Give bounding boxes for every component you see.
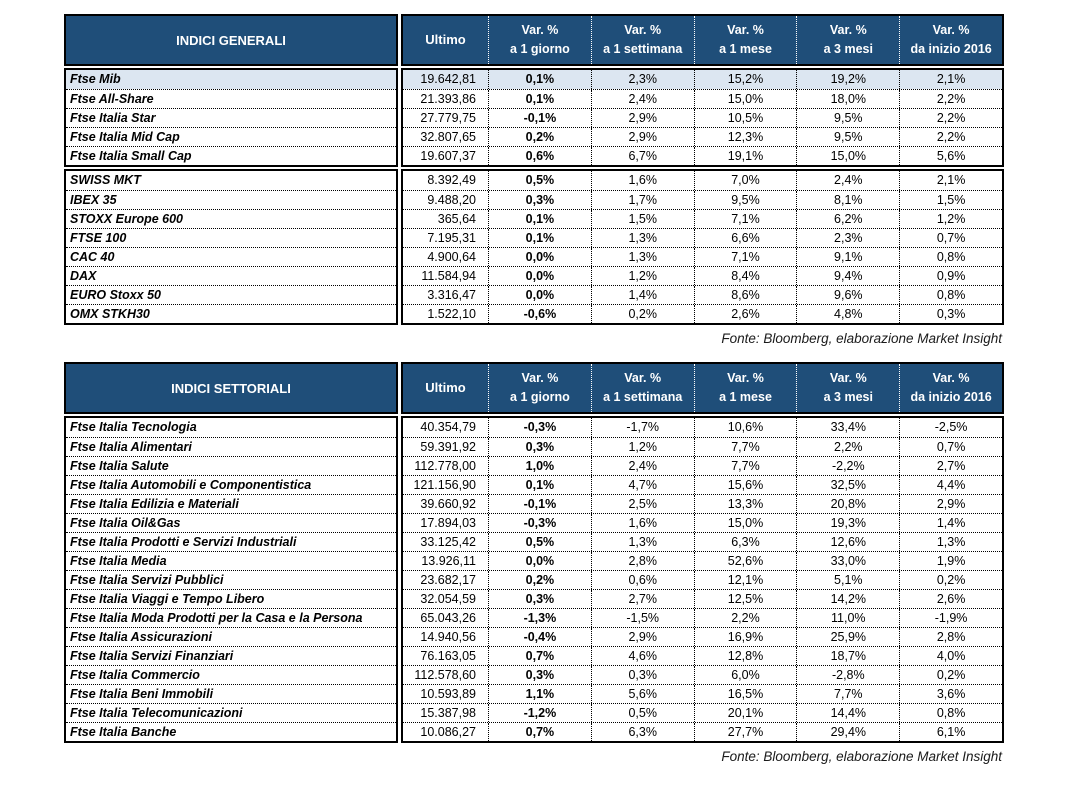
row-label: Ftse Italia Oil&Gas	[66, 513, 396, 532]
table-row	[403, 304, 1002, 323]
table-row	[403, 108, 1002, 127]
column-header-label: Var. %	[521, 370, 559, 385]
var-percent-cell: 1,3%	[591, 248, 694, 266]
column-header-sublabel: da inizio 2016	[910, 390, 992, 404]
table-row	[403, 646, 1002, 665]
var-percent-cell: 52,6%	[694, 552, 797, 570]
ultimo-value-cell: 40.354,79	[420, 420, 476, 434]
var-percent-cell: 0,0%	[488, 248, 591, 266]
indici-settoriali-table	[64, 362, 1004, 764]
ultimo-value-cell: 19.607,37	[420, 149, 476, 163]
var-percent-cell: 6,1%	[899, 723, 1002, 741]
var-percent-cell: 4,8%	[796, 305, 899, 323]
var-percent-cell: 20,8%	[796, 495, 899, 513]
var-percent-cell: 15,0%	[796, 147, 899, 165]
var-percent-cell: 0,7%	[899, 229, 1002, 247]
var-percent-cell: 15,0%	[694, 514, 797, 532]
column-header-sublabel: a 1 mese	[719, 42, 772, 56]
var-percent-cell: 9,5%	[694, 191, 797, 209]
ultimo-value-cell: 112.778,00	[414, 459, 476, 473]
var-percent-cell: 6,2%	[796, 210, 899, 228]
column-header-sublabel: a 1 giorno	[510, 42, 570, 56]
var-percent-cell: 13,3%	[694, 495, 797, 513]
var-percent-cell: 0,1%	[488, 210, 591, 228]
column-header-var-1-giorno	[488, 16, 591, 64]
table-row	[403, 627, 1002, 646]
var-percent-cell: -0,3%	[488, 418, 591, 437]
row-label: Ftse Italia Servizi Finanziari	[66, 646, 396, 665]
table-row	[403, 209, 1002, 228]
var-percent-cell: 2,2%	[796, 438, 899, 456]
var-percent-cell: 3,6%	[899, 685, 1002, 703]
column-header-sublabel: a 1 mese	[719, 390, 772, 404]
column-header-var-1-settimana	[591, 16, 694, 64]
var-percent-cell: 1,1%	[488, 685, 591, 703]
row-label: Ftse Italia Media	[66, 551, 396, 570]
var-percent-cell: -0,6%	[488, 305, 591, 323]
row-label: FTSE 100	[66, 228, 396, 247]
row-label: Ftse Italia Assicurazioni	[66, 627, 396, 646]
var-percent-cell: 0,7%	[899, 438, 1002, 456]
table-row	[403, 570, 1002, 589]
var-percent-cell: 2,9%	[591, 128, 694, 146]
var-percent-cell: 0,6%	[488, 147, 591, 165]
var-percent-cell: 19,1%	[694, 147, 797, 165]
ultimo-value-cell: 10.086,27	[420, 725, 476, 739]
var-percent-cell: -0,1%	[488, 495, 591, 513]
var-percent-cell: 5,6%	[899, 147, 1002, 165]
column-header-ultimo	[403, 364, 488, 412]
ultimo-value-cell: 11.584,94	[421, 269, 476, 283]
row-label: Ftse Italia Telecomunicazioni	[66, 703, 396, 722]
row-label: Ftse Italia Automobili e Componentistica	[66, 475, 396, 494]
var-percent-cell: 1,2%	[899, 210, 1002, 228]
column-header-sublabel: a 1 settimana	[603, 42, 683, 56]
var-percent-cell: 8,4%	[694, 267, 797, 285]
row-label: Ftse Italia Commercio	[66, 665, 396, 684]
column-header-label: Var. %	[521, 22, 559, 37]
var-percent-cell: 32,5%	[796, 476, 899, 494]
ultimo-value-cell: 14.940,56	[420, 630, 476, 644]
column-header-sublabel: da inizio 2016	[910, 42, 992, 56]
column-header-var-3-mesi	[796, 364, 899, 412]
row-label: Ftse Italia Mid Cap	[66, 127, 396, 146]
ultimo-value-cell: 21.393,86	[420, 92, 476, 106]
row-label: Ftse Mib	[66, 70, 396, 89]
var-percent-cell: 2,1%	[899, 171, 1002, 190]
var-percent-cell: 2,5%	[591, 495, 694, 513]
var-percent-cell: 5,1%	[796, 571, 899, 589]
table-row	[403, 532, 1002, 551]
ultimo-value-cell: 8.392,49	[427, 173, 476, 187]
var-percent-cell: 10,6%	[694, 418, 797, 437]
var-percent-cell: 2,8%	[899, 628, 1002, 646]
ultimo-value-cell: 59.391,92	[420, 440, 476, 454]
var-percent-cell: 14,2%	[796, 590, 899, 608]
var-percent-cell: 2,3%	[591, 70, 694, 89]
var-percent-cell: 2,4%	[591, 457, 694, 475]
var-percent-cell: 20,1%	[694, 704, 797, 722]
row-label-column	[64, 68, 398, 167]
row-label-column	[64, 169, 398, 325]
var-percent-cell: 1,3%	[899, 533, 1002, 551]
var-percent-cell: 33,0%	[796, 552, 899, 570]
var-percent-cell: 2,1%	[899, 70, 1002, 89]
table-row	[403, 551, 1002, 570]
var-percent-cell: 0,8%	[899, 704, 1002, 722]
var-percent-cell: 12,1%	[694, 571, 797, 589]
table-row	[403, 418, 1002, 437]
table-row	[403, 589, 1002, 608]
var-percent-cell: 1,2%	[591, 438, 694, 456]
var-percent-cell: 0,2%	[488, 128, 591, 146]
var-percent-cell: 0,5%	[591, 704, 694, 722]
column-header-label: Var. %	[727, 370, 764, 385]
var-percent-cell: 0,3%	[488, 666, 591, 684]
var-percent-cell: 0,0%	[488, 552, 591, 570]
column-header-var-3-mesi	[796, 16, 899, 64]
table-row	[403, 285, 1002, 304]
var-percent-cell: 0,0%	[488, 267, 591, 285]
table-row	[403, 266, 1002, 285]
var-percent-cell: 33,4%	[796, 418, 899, 437]
column-header-var-da-inizio-2016	[899, 16, 1002, 64]
table-row	[403, 513, 1002, 532]
var-percent-cell: 1,2%	[591, 267, 694, 285]
row-label-column	[64, 416, 398, 743]
var-percent-cell: 15,2%	[694, 70, 797, 89]
column-header-var-1-giorno	[488, 364, 591, 412]
column-header-label: Ultimo	[425, 379, 466, 395]
row-label: Ftse Italia Prodotti e Servizi Industriali	[66, 532, 396, 551]
ultimo-value-cell: 32.054,59	[420, 592, 476, 606]
row-label: Ftse Italia Moda Prodotti per la Casa e la Persona	[66, 608, 396, 627]
var-percent-cell: 9,5%	[796, 109, 899, 127]
var-percent-cell: 1,5%	[899, 191, 1002, 209]
row-label: Ftse Italia Servizi Pubblici	[66, 570, 396, 589]
row-label: SWISS MKT	[66, 171, 396, 190]
table-row	[403, 146, 1002, 165]
var-percent-cell: 2,2%	[694, 609, 797, 627]
var-percent-cell: 0,3%	[488, 438, 591, 456]
var-percent-cell: 0,8%	[899, 286, 1002, 304]
var-percent-cell: 16,9%	[694, 628, 797, 646]
var-percent-cell: 2,6%	[899, 590, 1002, 608]
ultimo-value-cell: 17.894,03	[420, 516, 476, 530]
table-row	[403, 70, 1002, 89]
var-percent-cell: -1,2%	[488, 704, 591, 722]
column-header-ultimo	[403, 16, 488, 64]
column-header-label: Var. %	[932, 22, 970, 37]
table-row	[403, 190, 1002, 209]
ultimo-value-cell: 13.926,11	[421, 554, 476, 568]
table-row	[403, 665, 1002, 684]
var-percent-cell: 6,7%	[591, 147, 694, 165]
row-label: Ftse Italia Viaggi e Tempo Libero	[66, 589, 396, 608]
italian-indices-section	[64, 68, 1004, 167]
ultimo-value-cell: 365,64	[437, 212, 476, 226]
column-header-label: Var. %	[624, 370, 662, 385]
var-percent-cell: 2,2%	[899, 109, 1002, 127]
var-percent-cell: 2,4%	[591, 90, 694, 108]
var-percent-cell: 0,2%	[899, 571, 1002, 589]
column-header-sublabel: a 3 mesi	[823, 42, 873, 56]
var-percent-cell: 1,4%	[591, 286, 694, 304]
table-title: INDICI SETTORIALI	[171, 380, 291, 396]
indici-generali-table	[64, 14, 1004, 346]
var-percent-cell: 7,0%	[694, 171, 797, 190]
source-note: Fonte: Bloomberg, elaborazione Market Insight	[721, 749, 1002, 764]
var-percent-cell: 0,5%	[488, 171, 591, 190]
var-percent-cell: 2,9%	[899, 495, 1002, 513]
var-percent-cell: -0,3%	[488, 514, 591, 532]
var-percent-cell: 8,1%	[796, 191, 899, 209]
var-percent-cell: 1,6%	[591, 171, 694, 190]
row-label: IBEX 35	[66, 190, 396, 209]
var-percent-cell: 9,6%	[796, 286, 899, 304]
column-header-sublabel: a 3 mesi	[823, 390, 873, 404]
table-title: INDICI GENERALI	[176, 32, 286, 48]
table-row	[403, 722, 1002, 741]
var-percent-cell: 16,5%	[694, 685, 797, 703]
var-percent-cell: 0,1%	[488, 90, 591, 108]
column-header-sublabel: a 1 settimana	[603, 390, 683, 404]
var-percent-cell: -1,5%	[591, 609, 694, 627]
ultimo-value-cell: 3.316,47	[427, 288, 476, 302]
var-percent-cell: 7,7%	[694, 438, 797, 456]
var-percent-cell: 14,4%	[796, 704, 899, 722]
column-header-var-1-settimana	[591, 364, 694, 412]
var-percent-cell: -0,1%	[488, 109, 591, 127]
var-percent-cell: 12,6%	[796, 533, 899, 551]
var-percent-cell: 6,3%	[694, 533, 797, 551]
var-percent-cell: -2,5%	[899, 418, 1002, 437]
column-header-var-da-inizio-2016	[899, 364, 1002, 412]
row-label: STOXX Europe 600	[66, 209, 396, 228]
column-header-label: Var. %	[932, 370, 970, 385]
ultimo-value-cell: 7.195,31	[427, 231, 476, 245]
indici-generali-title-cell	[64, 14, 398, 66]
table-row	[403, 456, 1002, 475]
ultimo-value-cell: 112.578,60	[414, 668, 476, 682]
row-label: DAX	[66, 266, 396, 285]
ultimo-value-cell: 15.387,98	[420, 706, 476, 720]
var-percent-cell: 25,9%	[796, 628, 899, 646]
table-row	[403, 475, 1002, 494]
indici-settoriali-title-cell	[64, 362, 398, 414]
column-header-sublabel: a 1 giorno	[510, 390, 570, 404]
var-percent-cell: 1,4%	[899, 514, 1002, 532]
value-grid	[401, 416, 1004, 743]
table-row	[403, 608, 1002, 627]
table-row	[403, 171, 1002, 190]
var-percent-cell: 1,0%	[488, 457, 591, 475]
var-percent-cell: 4,4%	[899, 476, 1002, 494]
value-grid	[401, 68, 1004, 167]
var-percent-cell: 0,7%	[488, 647, 591, 665]
table-row	[403, 437, 1002, 456]
var-percent-cell: 1,5%	[591, 210, 694, 228]
var-percent-cell: -2,2%	[796, 457, 899, 475]
indici-settoriali-column-headers	[401, 362, 1004, 414]
var-percent-cell: 1,6%	[591, 514, 694, 532]
var-percent-cell: 2,7%	[591, 590, 694, 608]
var-percent-cell: 0,0%	[488, 286, 591, 304]
var-percent-cell: 10,5%	[694, 109, 797, 127]
var-percent-cell: 0,1%	[488, 229, 591, 247]
var-percent-cell: 18,0%	[796, 90, 899, 108]
column-header-label: Ultimo	[425, 31, 466, 47]
var-percent-cell: 1,3%	[591, 229, 694, 247]
var-percent-cell: 7,1%	[694, 248, 797, 266]
var-percent-cell: 4,7%	[591, 476, 694, 494]
indici-settoriali-header-row	[64, 362, 1004, 414]
var-percent-cell: 7,7%	[694, 457, 797, 475]
var-percent-cell: -1,9%	[899, 609, 1002, 627]
var-percent-cell: 6,3%	[591, 723, 694, 741]
var-percent-cell: 0,7%	[488, 723, 591, 741]
ultimo-value-cell: 9.488,20	[427, 193, 476, 207]
row-label: Ftse Italia Small Cap	[66, 146, 396, 165]
var-percent-cell: 0,8%	[899, 248, 1002, 266]
ultimo-value-cell: 121.156,90	[413, 478, 476, 492]
european-indices-section	[64, 169, 1004, 325]
ultimo-value-cell: 19.642,81	[420, 72, 476, 86]
var-percent-cell: 12,8%	[694, 647, 797, 665]
var-percent-cell: 8,6%	[694, 286, 797, 304]
ultimo-value-cell: 32.807,65	[420, 130, 476, 144]
column-header-label: Var. %	[727, 22, 764, 37]
source-note: Fonte: Bloomberg, elaborazione Market Insight	[721, 331, 1002, 346]
ultimo-value-cell: 39.660,92	[420, 497, 476, 511]
var-percent-cell: 6,0%	[694, 666, 797, 684]
var-percent-cell: 12,3%	[694, 128, 797, 146]
var-percent-cell: 1,3%	[591, 533, 694, 551]
var-percent-cell: 11,0%	[796, 609, 899, 627]
row-label: Ftse Italia Salute	[66, 456, 396, 475]
var-percent-cell: 0,9%	[899, 267, 1002, 285]
var-percent-cell: 2,6%	[694, 305, 797, 323]
var-percent-cell: 4,6%	[591, 647, 694, 665]
ultimo-value-cell: 23.682,17	[420, 573, 476, 587]
var-percent-cell: 5,6%	[591, 685, 694, 703]
table-row	[403, 703, 1002, 722]
ultimo-value-cell: 76.163,05	[420, 649, 476, 663]
ultimo-value-cell: 65.043,26	[420, 611, 476, 625]
var-percent-cell: 15,6%	[694, 476, 797, 494]
table-row	[403, 684, 1002, 703]
ultimo-value-cell: 4.900,64	[427, 250, 476, 264]
var-percent-cell: 4,0%	[899, 647, 1002, 665]
indici-generali-column-headers	[401, 14, 1004, 66]
ultimo-value-cell: 10.593,89	[420, 687, 476, 701]
var-percent-cell: 0,2%	[591, 305, 694, 323]
row-label: CAC 40	[66, 247, 396, 266]
row-label: Ftse Italia Star	[66, 108, 396, 127]
var-percent-cell: 2,2%	[899, 128, 1002, 146]
var-percent-cell: 19,3%	[796, 514, 899, 532]
var-percent-cell: 2,4%	[796, 171, 899, 190]
var-percent-cell: 9,1%	[796, 248, 899, 266]
var-percent-cell: 2,8%	[591, 552, 694, 570]
row-label: Ftse Italia Alimentari	[66, 437, 396, 456]
var-percent-cell: 1,7%	[591, 191, 694, 209]
var-percent-cell: 29,4%	[796, 723, 899, 741]
var-percent-cell: 18,7%	[796, 647, 899, 665]
var-percent-cell: 0,1%	[488, 476, 591, 494]
row-label: Ftse Italia Beni Immobili	[66, 684, 396, 703]
indici-generali-header-row	[64, 14, 1004, 66]
column-header-label: Var. %	[829, 22, 867, 37]
column-header-label: Var. %	[829, 370, 867, 385]
var-percent-cell: 9,5%	[796, 128, 899, 146]
var-percent-cell: 9,4%	[796, 267, 899, 285]
column-header-var-1-mese	[694, 16, 797, 64]
var-percent-cell: 15,0%	[694, 90, 797, 108]
var-percent-cell: 0,5%	[488, 533, 591, 551]
var-percent-cell: 0,3%	[899, 305, 1002, 323]
ultimo-value-cell: 27.779,75	[420, 111, 476, 125]
var-percent-cell: 0,2%	[488, 571, 591, 589]
var-percent-cell: 12,5%	[694, 590, 797, 608]
sector-indices-section	[64, 416, 1004, 743]
var-percent-cell: 7,7%	[796, 685, 899, 703]
var-percent-cell: 0,2%	[899, 666, 1002, 684]
var-percent-cell: 2,9%	[591, 109, 694, 127]
var-percent-cell: 6,6%	[694, 229, 797, 247]
var-percent-cell: 0,3%	[488, 590, 591, 608]
row-label: OMX STKH30	[66, 304, 396, 323]
table-row	[403, 89, 1002, 108]
column-header-var-1-mese	[694, 364, 797, 412]
row-label: Ftse All-Share	[66, 89, 396, 108]
var-percent-cell: 7,1%	[694, 210, 797, 228]
var-percent-cell: 0,6%	[591, 571, 694, 589]
var-percent-cell: 2,2%	[899, 90, 1002, 108]
table-row	[403, 228, 1002, 247]
var-percent-cell: 0,3%	[591, 666, 694, 684]
var-percent-cell: -0,4%	[488, 628, 591, 646]
row-label: Ftse Italia Tecnologia	[66, 418, 396, 437]
ultimo-value-cell: 1.522,10	[427, 307, 476, 321]
var-percent-cell: 0,1%	[488, 70, 591, 89]
var-percent-cell: 2,7%	[899, 457, 1002, 475]
row-label: EURO Stoxx 50	[66, 285, 396, 304]
row-label: Ftse Italia Banche	[66, 722, 396, 741]
var-percent-cell: 19,2%	[796, 70, 899, 89]
var-percent-cell: -1,3%	[488, 609, 591, 627]
column-header-label: Var. %	[624, 22, 662, 37]
table-row	[403, 247, 1002, 266]
var-percent-cell: 2,3%	[796, 229, 899, 247]
table-row	[403, 127, 1002, 146]
var-percent-cell: -1,7%	[591, 418, 694, 437]
table-row	[403, 494, 1002, 513]
var-percent-cell: -2,8%	[796, 666, 899, 684]
var-percent-cell: 1,9%	[899, 552, 1002, 570]
value-grid	[401, 169, 1004, 325]
ultimo-value-cell: 33.125,42	[420, 535, 476, 549]
row-label: Ftse Italia Edilizia e Materiali	[66, 494, 396, 513]
var-percent-cell: 0,3%	[488, 191, 591, 209]
var-percent-cell: 2,9%	[591, 628, 694, 646]
var-percent-cell: 27,7%	[694, 723, 797, 741]
